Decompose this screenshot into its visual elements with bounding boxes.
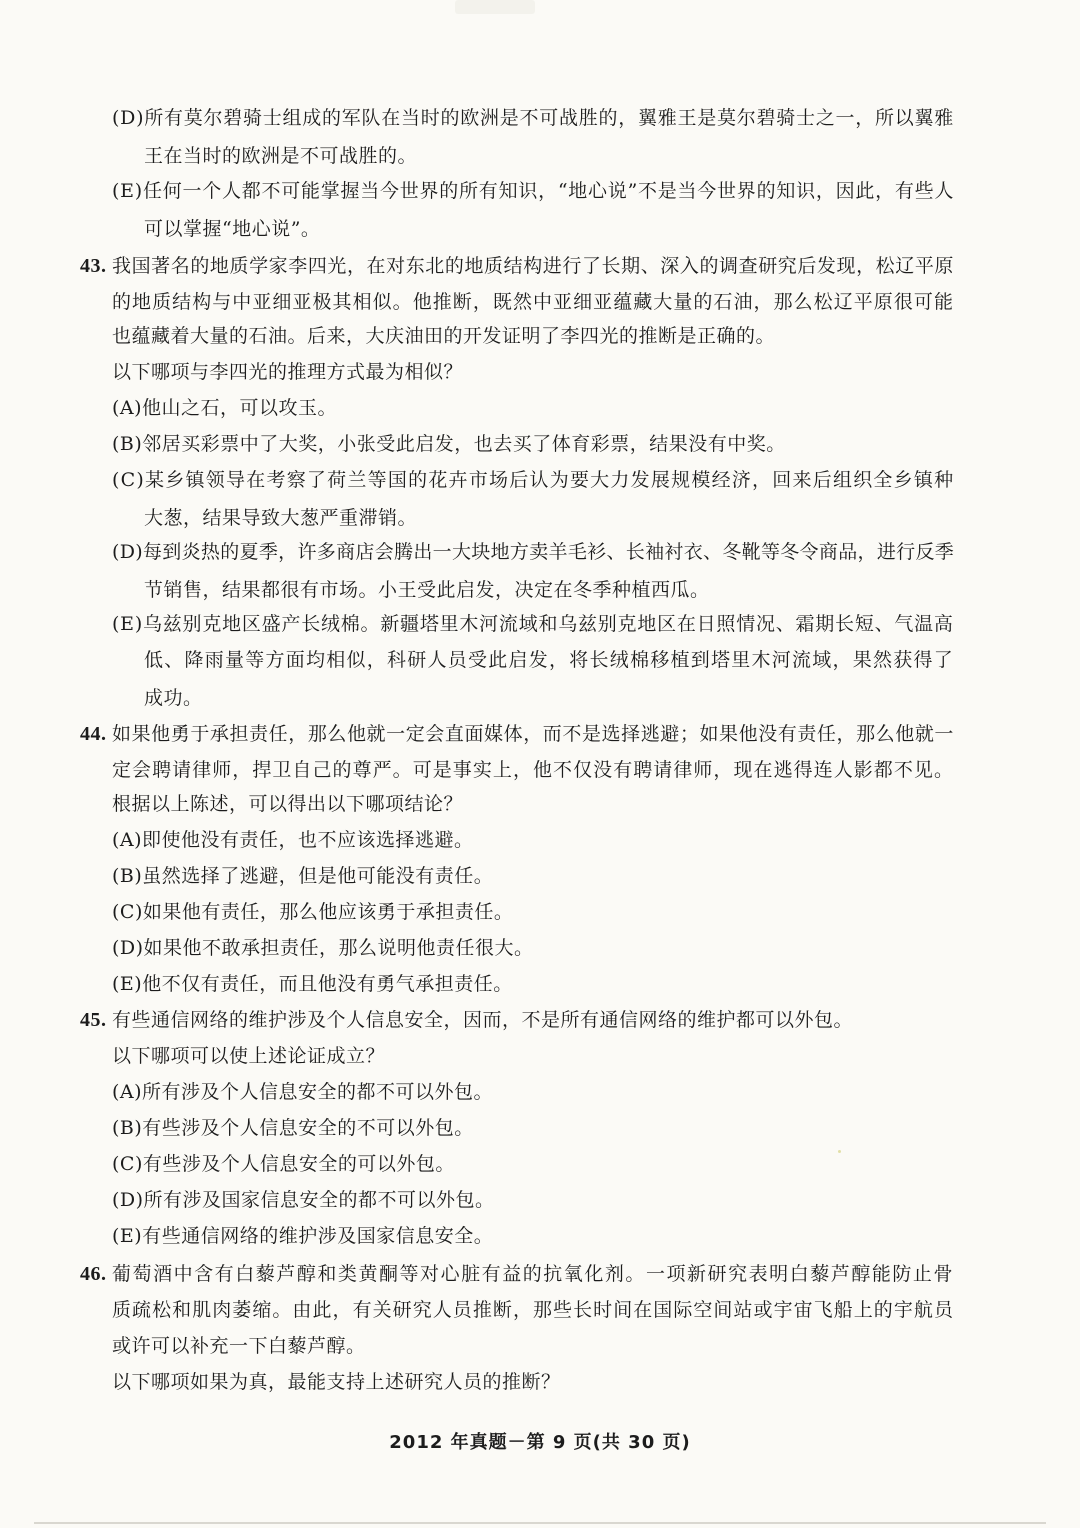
scan-speck xyxy=(838,1150,841,1153)
option-continuation-line: 成功。 xyxy=(144,687,203,709)
question-stem-line: 如果他勇于承担责任，那么他就一定会直面媒体，而不是选择逃避；如果他没有责任，那么他就一 xyxy=(112,723,955,745)
text-line: (A)即使他没有责任，也不应该选择逃避。 xyxy=(112,829,474,851)
text-line: 以下哪项与李四光的推理方式最为相似？ xyxy=(112,361,464,383)
question-number: 46. xyxy=(80,1263,107,1285)
text-line: 或许可以补充一下白藜芦醇。 xyxy=(112,1335,366,1357)
text-line: 定会聘请律师，捍卫自己的尊严。可是事实上，他不仅没有聘请律师，现在逃得连人影都不见。 xyxy=(112,759,955,781)
text-line: 也蕴藏着大量的石油。后来，大庆油田的开发证明了李四光的推断是正确的。 xyxy=(112,325,776,347)
text-line: (A)所有涉及个人信息安全的都不可以外包。 xyxy=(112,1081,494,1103)
text-line: (E)乌兹别克地区盛产长绒棉。新疆塔里木河流域和乌兹别克地区在日照情况、霜期长短、气温高 xyxy=(112,613,954,635)
text-line: (D)如果他不敢承担责任，那么说明他责任很大。 xyxy=(112,937,534,959)
scan-edge-line xyxy=(34,1522,1046,1524)
text-line: (C)某乡镇领导在考察了荷兰等国的花卉市场后认为要大力发展规模经济，回来后组织全乡镇种 xyxy=(112,469,955,491)
text-line: (B)虽然选择了逃避，但是他可能没有责任。 xyxy=(112,865,494,887)
text-line: (B)有些涉及个人信息安全的不可以外包。 xyxy=(112,1117,474,1139)
text-line: (D)所有涉及国家信息安全的都不可以外包。 xyxy=(112,1189,495,1211)
page-footer: 2012 年真题－第 9 页(共 30 页) xyxy=(389,1432,691,1453)
option-continuation-line: 节销售，结果都很有市场。小王受此启发，决定在冬季种植西瓜。 xyxy=(144,579,710,601)
text-line: (E)有些通信网络的维护涉及国家信息安全。 xyxy=(112,1225,494,1247)
text-line: (C)有些涉及个人信息安全的可以外包。 xyxy=(112,1153,455,1175)
text-line: 质疏松和肌肉萎缩。由此，有关研究人员推断，那些长时间在国际空间站或宇宙飞船上的宇航员 xyxy=(112,1299,955,1321)
text-line: 根据以上陈述，可以得出以下哪项结论？ xyxy=(112,793,464,815)
option-continuation-line: 可以掌握“地心说”。 xyxy=(144,218,321,240)
text-line: (B)邻居买彩票中了大奖，小张受此启发，也去买了体育彩票，结果没有中奖。 xyxy=(112,433,786,455)
text-line: 以下哪项可以使上述论证成立？ xyxy=(112,1045,386,1067)
option-continuation-line: 大葱，结果导致大葱严重滞销。 xyxy=(144,507,418,529)
text-line: (D)所有莫尔碧骑士组成的军队在当时的欧洲是不可战胜的，翼雅王是莫尔碧骑士之一，所以翼雅 xyxy=(112,107,955,129)
text-line: 的地质结构与中亚细亚极其相似。他推断，既然中亚细亚蕴藏大量的石油，那么松辽平原很可能 xyxy=(112,291,955,313)
question-stem-line: 葡萄酒中含有白藜芦醇和类黄酮等对心脏有益的抗氧化剂。一项新研究表明白藜芦醇能防止骨 xyxy=(112,1263,955,1285)
question-number: 45. xyxy=(80,1009,107,1031)
question-stem-line: 我国著名的地质学家李四光，在对东北的地质结构进行了长期、深入的调查研究后发现，松辽平原 xyxy=(112,255,955,277)
question-number: 43. xyxy=(80,255,107,277)
text-line: (D)每到炎热的夏季，许多商店会腾出一大块地方卖羊毛衫、长袖衬衣、冬靴等冬令商品，进行反季 xyxy=(112,541,955,563)
text-line: 以下哪项如果为真，最能支持上述研究人员的推断？ xyxy=(112,1371,561,1393)
text-line: (E)他不仅有责任，而且他没有勇气承担责任。 xyxy=(112,973,513,995)
question-number: 44. xyxy=(80,723,107,745)
text-line: (E)任何一个人都不可能掌握当今世界的所有知识，“地心说”不是当今世界的知识，因此，有些人 xyxy=(112,180,955,202)
option-continuation-line: 王在当时的欧洲是不可战胜的。 xyxy=(144,145,418,167)
text-line: (A)他山之石，可以攻玉。 xyxy=(112,397,338,419)
question-stem-line: 有些通信网络的维护涉及个人信息安全，因而，不是所有通信网络的维护都可以外包。 xyxy=(112,1009,854,1031)
text-line: (C)如果他有责任，那么他应该勇于承担责任。 xyxy=(112,901,514,923)
option-continuation-line: 低、降雨量等方面均相似，科研人员受此启发，将长绒棉移植到塔里木河流域，果然获得了 xyxy=(144,649,955,671)
